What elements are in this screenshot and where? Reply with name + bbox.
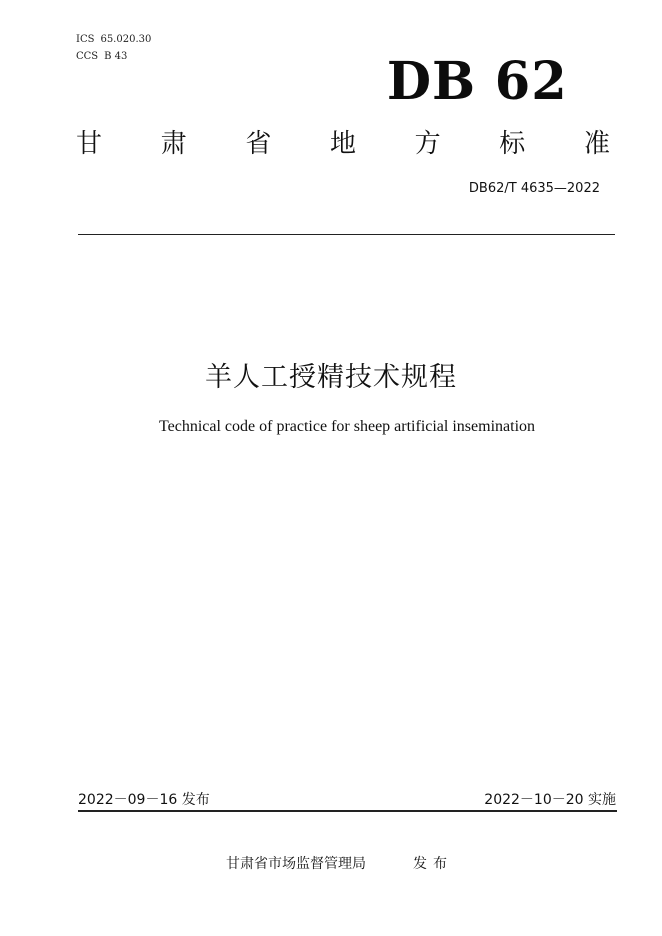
document-title-chinese: 羊人工授精技术规程 (205, 362, 457, 393)
issue-date: 2022－09－16 发布 (78, 792, 210, 808)
standard-number: DB62/T 4635—2022 (468, 181, 600, 196)
ccs-label: CCS (76, 51, 99, 62)
standard-type-char: 地 (329, 129, 356, 159)
ccs-code: B 43 (104, 51, 128, 62)
issuing-authority: 甘肃省市场监督管理局 (226, 856, 366, 872)
bottom-divider (78, 810, 617, 812)
document-title-english: Technical code of practice for sheep artificial insemination (158, 418, 536, 435)
standard-type-char: 方 (414, 129, 441, 159)
ics-label: ICS (76, 34, 95, 45)
top-divider (78, 234, 615, 235)
implementation-date: 2022－10－20 实施 (484, 792, 616, 808)
ics-row (76, 31, 157, 48)
issue-word: 发布 (413, 856, 453, 872)
standard-type-heading (76, 126, 610, 162)
classification-codes (76, 31, 157, 65)
standard-type-char: 省 (245, 129, 272, 159)
ics-code: 65.020.30 (100, 34, 152, 45)
standard-type-char: 肃 (160, 129, 187, 159)
standard-type-char: 甘 (76, 129, 103, 159)
standard-type-char: 准 (583, 129, 610, 159)
db62-logo: DB 62 (387, 51, 569, 112)
standard-type-char: 标 (499, 129, 526, 159)
ccs-row (76, 48, 157, 65)
